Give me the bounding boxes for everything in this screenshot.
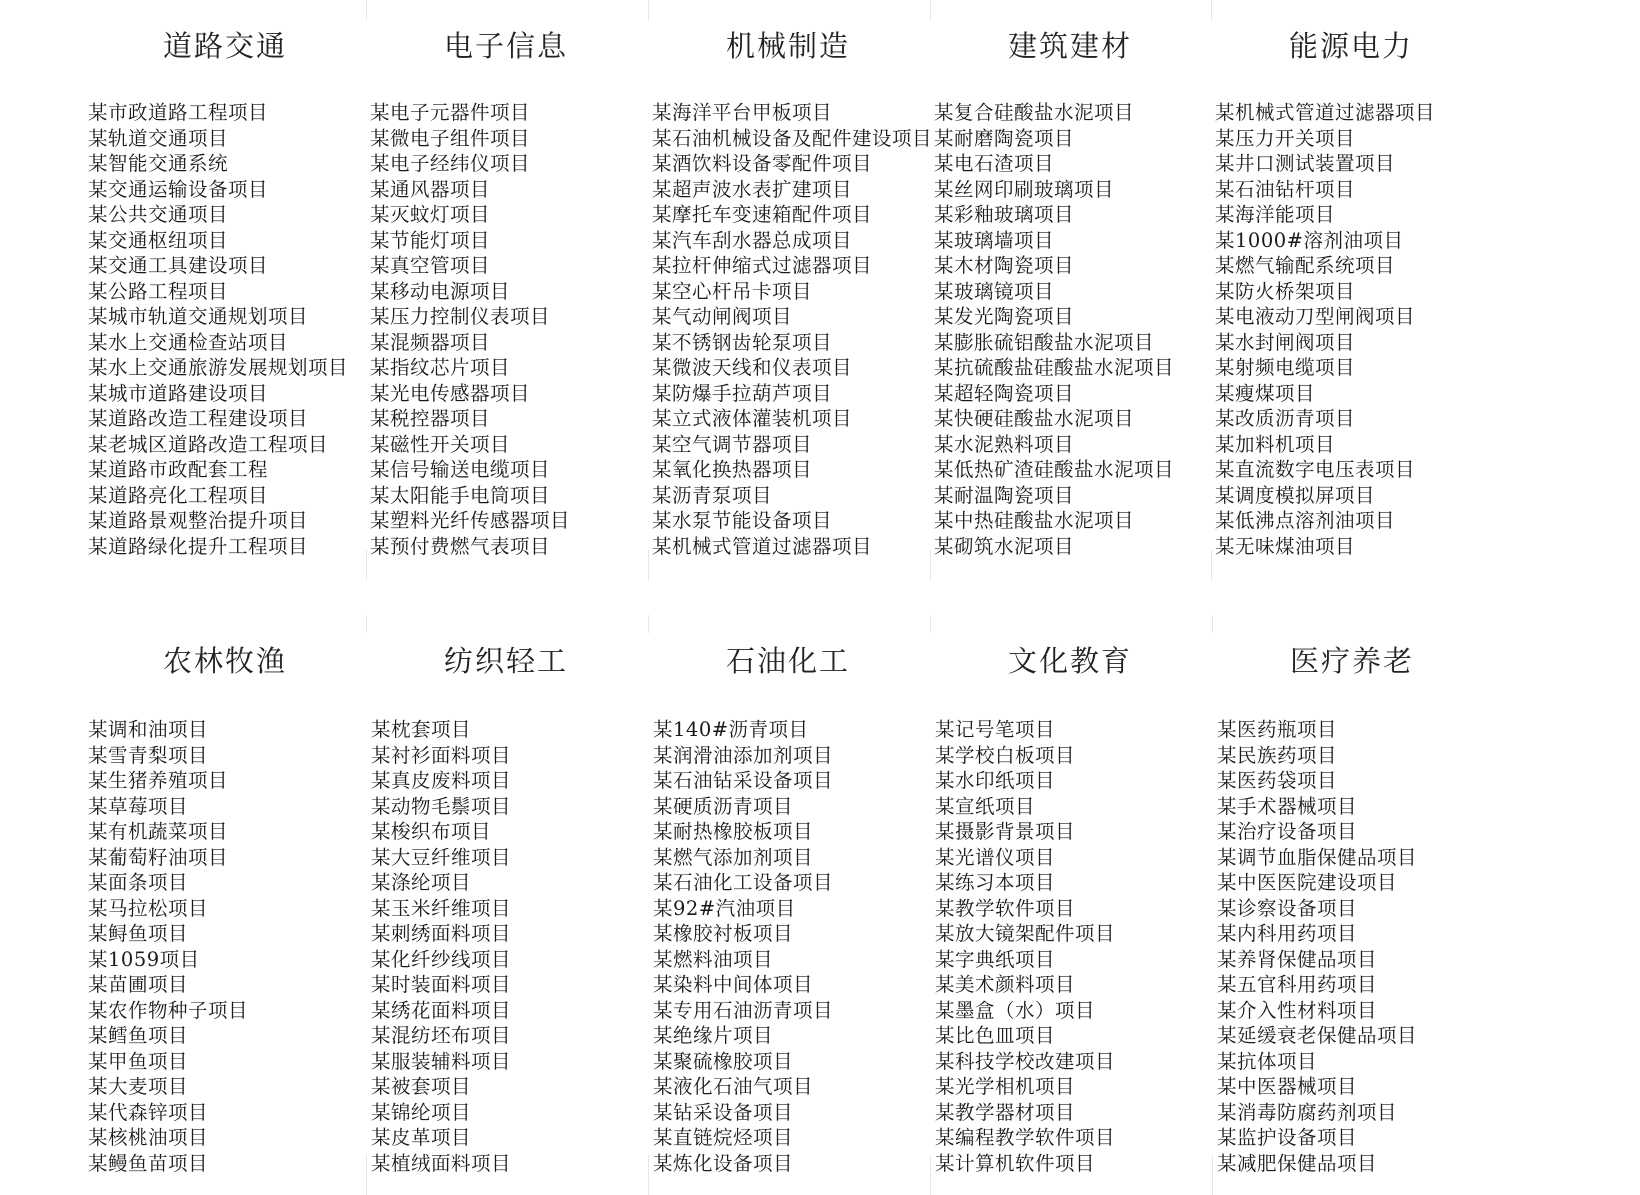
- project-item: 某水上交通旅游发展规划项目: [88, 356, 349, 379]
- project-item: 某大豆纤维项目: [371, 845, 512, 869]
- project-item: 某氧化换热器项目: [652, 458, 813, 481]
- column-divider: [648, 0, 649, 20]
- project-item: 某交通运输设备项目: [88, 177, 269, 201]
- project-item: 某被套项目: [371, 1075, 472, 1098]
- project-item: 某真皮废料项目: [371, 769, 512, 792]
- project-item: 某公共交通项目: [88, 203, 229, 226]
- project-item: 某摄影背景项目: [935, 820, 1076, 843]
- project-item: 某丝网印刷玻璃项目: [934, 177, 1115, 201]
- project-item: 某机械式管道过滤器项目: [652, 534, 873, 558]
- project-item: 某燃气添加剂项目: [653, 845, 814, 869]
- project-item: 某移动电源项目: [370, 279, 511, 303]
- project-item: 某立式液体灌装机项目: [652, 407, 853, 430]
- project-item: 某医药瓶项目: [1217, 718, 1338, 741]
- project-item: 某空心杆吊卡项目: [652, 279, 813, 303]
- project-item: 某钻采设备项目: [653, 1100, 794, 1124]
- project-item: 某草莓项目: [88, 794, 189, 818]
- project-item: 某快硬硅酸盐水泥项目: [934, 407, 1135, 430]
- column-divider: [930, 1155, 931, 1195]
- project-item: 某1000#溶剂油项目: [1215, 228, 1404, 252]
- column-divider: [366, 615, 367, 633]
- category-column: [1212, 615, 1508, 1195]
- project-item: 某电子经纬仪项目: [370, 152, 531, 175]
- project-item: 某时装面料项目: [371, 973, 512, 996]
- bottom-category-row: [0, 615, 1640, 1195]
- project-item: 某电液动刀型闸阀项目: [1215, 305, 1416, 328]
- project-item: 某水印纸项目: [935, 769, 1056, 792]
- project-item: 某绣花面料项目: [371, 998, 512, 1022]
- project-item: 某140#沥青项目: [653, 718, 809, 741]
- project-item: 某锦纶项目: [371, 1100, 472, 1124]
- project-item: 某诊察设备项目: [1217, 896, 1358, 920]
- project-item: 某苗圃项目: [88, 973, 189, 996]
- project-item: 某中医医院建设项目: [1217, 871, 1398, 894]
- column-divider: [648, 1155, 649, 1195]
- project-item: 某水泵节能设备项目: [652, 509, 833, 532]
- project-item: 某机械式管道过滤器项目: [1215, 101, 1436, 124]
- project-item: 某低沸点溶剂油项目: [1215, 509, 1396, 532]
- column-divider: [1211, 550, 1212, 580]
- project-item: 某气动闸阀项目: [652, 305, 793, 328]
- project-item: 某砌筑水泥项目: [934, 534, 1075, 558]
- project-list: [652, 100, 932, 559]
- project-item: 某代森锌项目: [88, 1100, 209, 1124]
- project-item: 某有机蔬菜项目: [88, 820, 229, 843]
- project-item: 某防爆手拉葫芦项目: [652, 381, 833, 405]
- project-item: 某海洋能项目: [1215, 203, 1336, 226]
- project-item: 某不锈钢齿轮泵项目: [652, 330, 833, 354]
- project-item: 某硬质沥青项目: [653, 794, 794, 818]
- project-list: [653, 717, 833, 1176]
- project-item: 某城市轨道交通规划项目: [88, 305, 309, 328]
- project-item: 某节能灯项目: [370, 228, 491, 252]
- project-item: 某光电传感器项目: [370, 381, 531, 405]
- project-item: 某墨盒（水）项目: [935, 998, 1096, 1022]
- project-item: 某字典纸项目: [935, 947, 1056, 971]
- project-item: 某马拉松项目: [88, 896, 209, 920]
- project-item: 某抗硫酸盐硅酸盐水泥项目: [934, 356, 1175, 379]
- project-item: 某燃料油项目: [653, 947, 774, 971]
- column-divider: [1212, 615, 1213, 633]
- project-item: 某耐热橡胶板项目: [653, 820, 814, 843]
- project-item: 某植绒面料项目: [371, 1151, 512, 1175]
- project-item: 某水泥熟料项目: [934, 432, 1075, 456]
- category-title: 能源电力: [1288, 29, 1413, 63]
- column-divider: [1212, 1155, 1213, 1195]
- project-item: 某道路绿化提升工程项目: [88, 534, 309, 558]
- project-item: 某石油化工设备项目: [653, 871, 834, 894]
- project-item: 某中热硅酸盐水泥项目: [934, 509, 1135, 532]
- project-item: 某绝缘片项目: [653, 1024, 774, 1047]
- project-item: 某手术器械项目: [1217, 794, 1358, 818]
- project-item: 某鲟鱼项目: [88, 922, 189, 945]
- category-column: [930, 0, 1226, 600]
- project-item: 某市政道路工程项目: [88, 101, 269, 124]
- project-item: 某教学软件项目: [935, 896, 1076, 920]
- category-column: [1211, 0, 1507, 600]
- project-list: [934, 100, 1174, 559]
- project-item: 某海洋平台甲板项目: [652, 101, 833, 124]
- project-item: 某复合硅酸盐水泥项目: [934, 101, 1135, 124]
- project-item: 某放大镜架配件项目: [935, 922, 1116, 945]
- project-item: 某教学器材项目: [935, 1100, 1076, 1124]
- column-divider: [366, 0, 367, 20]
- project-item: 某聚硫橡胶项目: [653, 1049, 794, 1073]
- project-item: 某超声波水表扩建项目: [652, 177, 853, 201]
- project-item: 某宣纸项目: [935, 794, 1036, 818]
- project-item: 某磁性开关项目: [370, 432, 511, 456]
- project-item: 某美术颜料项目: [935, 973, 1076, 996]
- project-item: 某压力开关项目: [1215, 126, 1356, 150]
- project-list: [370, 100, 570, 559]
- project-item: 某比色皿项目: [935, 1024, 1056, 1047]
- category-column: [88, 0, 384, 600]
- project-item: 某信号输送电缆项目: [370, 458, 551, 481]
- project-item: 某润滑油添加剂项目: [653, 743, 834, 767]
- project-item: 某抗体项目: [1217, 1049, 1318, 1073]
- project-list: [371, 717, 511, 1176]
- column-divider: [648, 550, 649, 580]
- project-item: 某轨道交通项目: [88, 126, 229, 150]
- category-column: [366, 0, 662, 600]
- project-item: 某介入性材料项目: [1217, 998, 1378, 1022]
- project-item: 某沥青泵项目: [652, 483, 773, 507]
- project-item: 某指纹芯片项目: [370, 356, 511, 379]
- project-item: 某改质沥青项目: [1215, 407, 1356, 430]
- project-list: [1215, 100, 1435, 559]
- project-item: 某调节血脂保健品项目: [1217, 845, 1418, 869]
- project-item: 某预付费燃气表项目: [370, 534, 551, 558]
- project-item: 某大麦项目: [88, 1075, 189, 1098]
- project-item: 某葡萄籽油项目: [88, 845, 229, 869]
- project-item: 某涤纶项目: [371, 871, 472, 894]
- project-item: 某核桃油项目: [88, 1126, 209, 1149]
- project-item: 某交通工具建设项目: [88, 254, 269, 277]
- project-item: 某井口测试装置项目: [1215, 152, 1396, 175]
- project-item: 某水上交通检查站项目: [88, 330, 289, 354]
- category-column: [88, 615, 384, 1195]
- project-item: 某消毒防腐药剂项目: [1217, 1100, 1398, 1124]
- category-title: 机械制造: [725, 29, 850, 63]
- project-item: 某塑料光纤传感器项目: [370, 509, 571, 532]
- project-item: 某调和油项目: [88, 718, 209, 741]
- project-list: [935, 717, 1115, 1176]
- project-item: 某水封闸阀项目: [1215, 330, 1356, 354]
- project-item: 某加料机项目: [1215, 432, 1336, 456]
- project-item: 某减肥保健品项目: [1217, 1151, 1378, 1175]
- project-item: 某记号笔项目: [935, 718, 1056, 741]
- project-item: 某计算机软件项目: [935, 1151, 1096, 1175]
- project-item: 某灭蚊灯项目: [370, 203, 491, 226]
- project-item: 某电石渣项目: [934, 152, 1055, 175]
- project-item: 某城市道路建设项目: [88, 381, 269, 405]
- project-item: 某无味煤油项目: [1215, 534, 1356, 558]
- project-list: [1217, 717, 1417, 1176]
- project-item: 某皮革项目: [371, 1126, 472, 1149]
- project-item: 某医药袋项目: [1217, 769, 1338, 792]
- project-item: 某石油机械设备及配件建设项目: [652, 126, 933, 150]
- project-item: 某微波天线和仪表项目: [652, 356, 853, 379]
- project-item: 某枕套项目: [371, 718, 472, 741]
- category-column: [930, 615, 1226, 1195]
- category-column: [366, 615, 662, 1195]
- project-item: 某压力控制仪表项目: [370, 305, 551, 328]
- project-item: 某五官科用药项目: [1217, 973, 1378, 996]
- project-item: 某鳕鱼项目: [88, 1024, 189, 1047]
- project-item: 某炼化设备项目: [653, 1151, 794, 1175]
- project-item: 某直链烷烃项目: [653, 1126, 794, 1149]
- project-item: 某农作物种子项目: [88, 998, 249, 1022]
- project-item: 某染料中间体项目: [653, 973, 814, 996]
- project-item: 某耐磨陶瓷项目: [934, 126, 1075, 150]
- project-item: 某拉杆伸缩式过滤器项目: [652, 254, 873, 277]
- project-item: 某练习本项目: [935, 871, 1056, 894]
- project-item: 某生猪养殖项目: [88, 769, 229, 792]
- category-column: [648, 0, 944, 600]
- project-item: 某专用石油沥青项目: [653, 998, 834, 1022]
- project-item: 某瘦煤项目: [1215, 381, 1316, 405]
- project-item: 某科技学校改建项目: [935, 1049, 1116, 1073]
- column-divider: [648, 615, 649, 633]
- project-item: 某混纺坯布项目: [371, 1024, 512, 1047]
- project-item: 某监护设备项目: [1217, 1126, 1358, 1149]
- project-item: 某梭织布项目: [371, 820, 492, 843]
- project-item: 某公路工程项目: [88, 279, 229, 303]
- project-item: 某燃气输配系统项目: [1215, 254, 1396, 277]
- project-list: [88, 100, 348, 559]
- project-item: 某空气调节器项目: [652, 432, 813, 456]
- project-item: 某道路市政配套工程: [88, 458, 269, 481]
- project-item: 某汽车刮水器总成项目: [652, 228, 853, 252]
- project-item: 某酒饮料设备零配件项目: [652, 152, 873, 175]
- project-item: 某玻璃镜项目: [934, 279, 1055, 303]
- project-item: 某衬衫面料项目: [371, 743, 512, 767]
- column-divider: [930, 0, 931, 20]
- project-item: 某化纤纱线项目: [371, 947, 512, 971]
- project-item: 某学校白板项目: [935, 743, 1076, 767]
- project-item: 某中医器械项目: [1217, 1075, 1358, 1098]
- project-item: 某玉米纤维项目: [371, 896, 512, 920]
- column-divider: [930, 550, 931, 580]
- project-item: 某内科用药项目: [1217, 922, 1358, 945]
- project-item: 某交通枢纽项目: [88, 228, 229, 252]
- project-item: 某智能交通系统: [88, 152, 229, 175]
- column-divider: [1211, 0, 1212, 20]
- project-item: 某税控器项目: [370, 407, 491, 430]
- project-item: 某动物毛鬃项目: [371, 794, 512, 818]
- project-item: 某石油钻杆项目: [1215, 177, 1356, 201]
- column-divider: [366, 550, 367, 580]
- project-item: 某摩托车变速箱配件项目: [652, 203, 873, 226]
- project-item: 某治疗设备项目: [1217, 820, 1358, 843]
- project-item: 某养肾保健品项目: [1217, 947, 1378, 971]
- column-divider: [366, 1155, 367, 1195]
- project-item: 某光学相机项目: [935, 1075, 1076, 1098]
- project-item: 某92#汽油项目: [653, 896, 796, 920]
- category-title: 农林牧渔: [162, 644, 287, 678]
- project-item: 某刺绣面料项目: [371, 922, 512, 945]
- project-item: 某低热矿渣硅酸盐水泥项目: [934, 458, 1175, 481]
- project-list: [88, 717, 248, 1176]
- project-item: 某真空管项目: [370, 254, 491, 277]
- project-item: 某超轻陶瓷项目: [934, 381, 1075, 405]
- project-item: 某道路亮化工程项目: [88, 483, 269, 507]
- project-item: 某服装辅料项目: [371, 1049, 512, 1073]
- project-item: 某射频电缆项目: [1215, 356, 1356, 379]
- project-item: 某通风器项目: [370, 177, 491, 201]
- project-item: 某太阳能手电筒项目: [370, 483, 551, 507]
- project-item: 某道路景观整治提升项目: [88, 509, 309, 532]
- category-title: 建筑建材: [1007, 29, 1132, 63]
- category-title: 电子信息: [443, 29, 568, 63]
- project-item: 某民族药项目: [1217, 743, 1338, 767]
- project-item: 某面条项目: [88, 871, 189, 894]
- project-item: 某耐温陶瓷项目: [934, 483, 1075, 507]
- project-item: 某木材陶瓷项目: [934, 254, 1075, 277]
- project-item: 某混频器项目: [370, 330, 491, 354]
- category-column: [648, 615, 944, 1195]
- project-item: 某膨胀硫铝酸盐水泥项目: [934, 330, 1155, 354]
- category-title: 道路交通: [162, 29, 287, 63]
- category-title: 纺织轻工: [443, 644, 568, 678]
- project-item: 某编程教学软件项目: [935, 1126, 1116, 1149]
- category-title: 文化教育: [1007, 644, 1132, 678]
- project-item: 某直流数字电压表项目: [1215, 458, 1416, 481]
- project-item: 某鳗鱼苗项目: [88, 1151, 209, 1175]
- project-item: 某道路改造工程建设项目: [88, 407, 309, 430]
- category-title: 石油化工: [725, 644, 850, 678]
- project-item: 某光谱仪项目: [935, 845, 1056, 869]
- project-item: 某橡胶衬板项目: [653, 922, 794, 945]
- project-item: 某1059项目: [88, 947, 200, 971]
- project-item: 某防火桥架项目: [1215, 279, 1356, 303]
- project-item: 某雪青梨项目: [88, 743, 209, 767]
- project-item: 某液化石油气项目: [653, 1075, 814, 1098]
- project-item: 某石油钻采设备项目: [653, 769, 834, 792]
- category-title: 医疗养老: [1289, 644, 1414, 678]
- project-item: 某电子元器件项目: [370, 101, 531, 124]
- project-item: 某发光陶瓷项目: [934, 305, 1075, 328]
- project-item: 某延缓衰老保健品项目: [1217, 1024, 1418, 1047]
- project-item: 某老城区道路改造工程项目: [88, 432, 329, 456]
- project-item: 某甲鱼项目: [88, 1049, 189, 1073]
- project-item: 某彩釉玻璃项目: [934, 203, 1075, 226]
- project-item: 某调度模拟屏项目: [1215, 483, 1376, 507]
- project-item: 某微电子组件项目: [370, 126, 531, 150]
- project-item: 某玻璃墙项目: [934, 228, 1055, 252]
- column-divider: [930, 615, 931, 633]
